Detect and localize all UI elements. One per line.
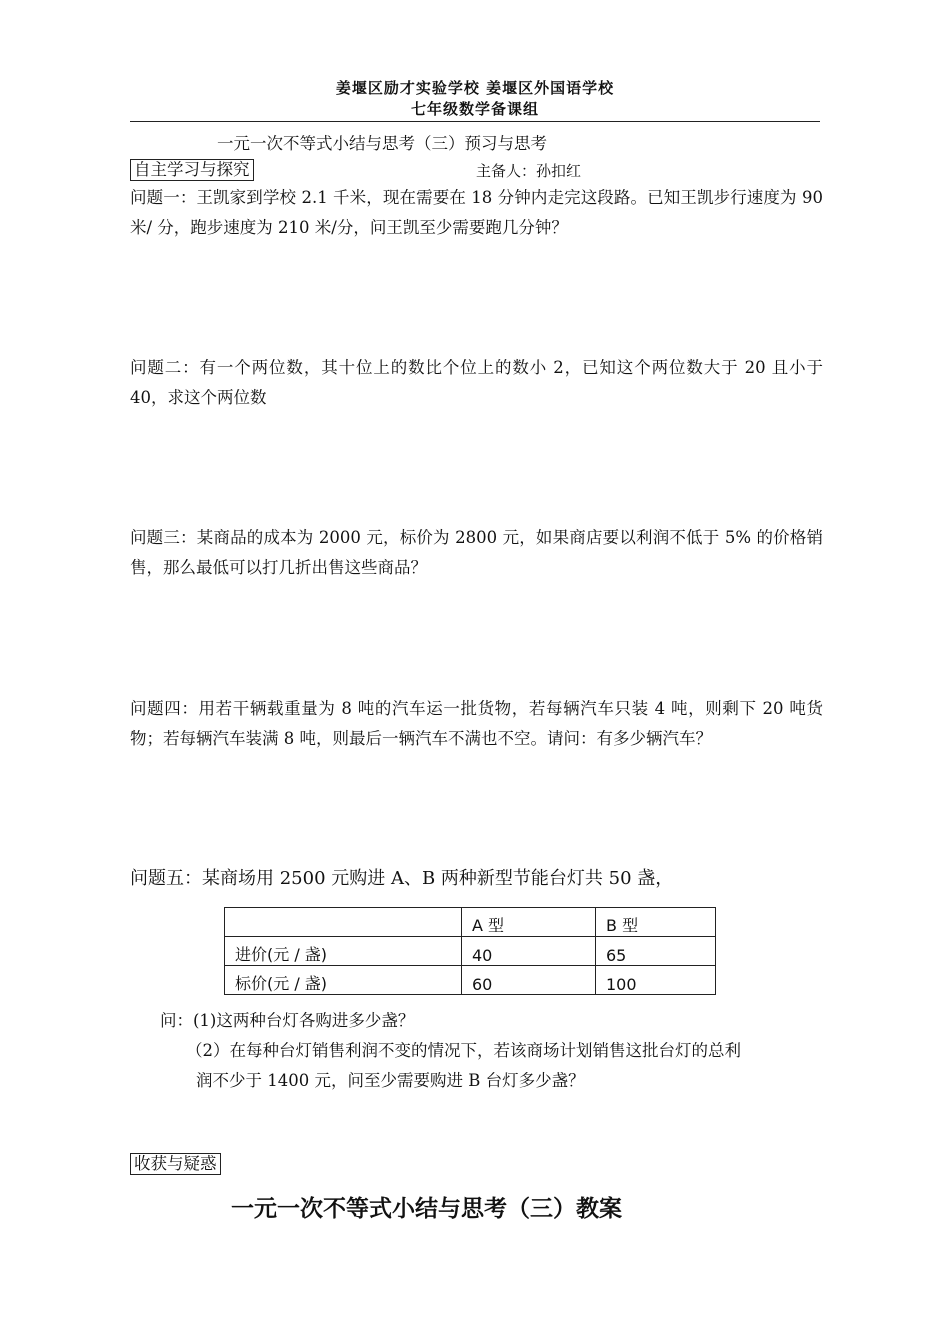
problem-3: 问题三：某商品的成本为 2000 元，标价为 2800 元，如果商店要以利润不低于 5% 的价格销售，那么最低可以打几折出售这些商品？ (130, 528, 823, 577)
table-row (225, 937, 716, 966)
section-harvest-label: 收获与疑惑 (130, 1153, 221, 1175)
table-cell: 标价(元 / 盏) (225, 966, 462, 995)
question-2-line-2: 润不少于 1400 元，问至少需要购进 B 台灯多少盏？ (196, 1071, 585, 1090)
table-cell: 65 (596, 937, 716, 966)
group-header: 七年级数学备课组 (410, 100, 539, 118)
table-cell: 100 (596, 966, 716, 995)
table-header-cell (225, 908, 462, 937)
problem-5: 问题五：某商场用 2500 元购进 A、B 两种新型节能台灯共 50 盏， (130, 868, 674, 889)
problem-2: 问题二：有一个两位数，其十位上的数比个位上的数小 2，已知这个两位数大于 20 且小于 40，求这个两位数 (130, 358, 823, 407)
question-2-line-1: （2）在每种台灯销售利润不变的情况下，若该商场计划销售这批台灯的总利 (186, 1041, 741, 1060)
problem-4: 问题四：用若干辆载重量为 8 吨的汽车运一批货物，若每辆汽车只装 4 吨，则剩下 20 吨货物；若每辆汽车装满 8 吨，则最后一辆汽车不满也不空。请问：有多少辆汽车？ (130, 699, 823, 748)
table-cell: 40 (462, 937, 596, 966)
author-label: 主备人：孙扣红 (476, 162, 582, 180)
section-self-study-label: 自主学习与探究 (130, 159, 254, 181)
table-header-row (225, 908, 716, 937)
table-header-cell: A 型 (462, 908, 596, 937)
table-header-cell: B 型 (596, 908, 716, 937)
price-table (224, 907, 716, 995)
table-cell: 进价(元 / 盏) (225, 937, 462, 966)
question-1: 问：(1)这两种台灯各购进多少盏？ (160, 1011, 415, 1030)
document-title: 一元一次不等式小结与思考（三）预习与思考 (217, 134, 547, 153)
problem-1: 问题一：王凯家到学校 2.1 千米，现在需要在 18 分钟内走完这段路。已知王凯步行速度为 90 米/ 分，跑步速度为 210 米/分，问王凯至少需要跑几分钟？ (130, 188, 823, 237)
lesson-plan-title: 一元一次不等式小结与思考（三）教案 (231, 1196, 622, 1222)
school-header: 姜堰区励才实验学校 姜堰区外国语学校 (335, 79, 615, 97)
table-row (225, 966, 716, 995)
table-cell: 60 (462, 966, 596, 995)
header-rule (130, 121, 820, 122)
